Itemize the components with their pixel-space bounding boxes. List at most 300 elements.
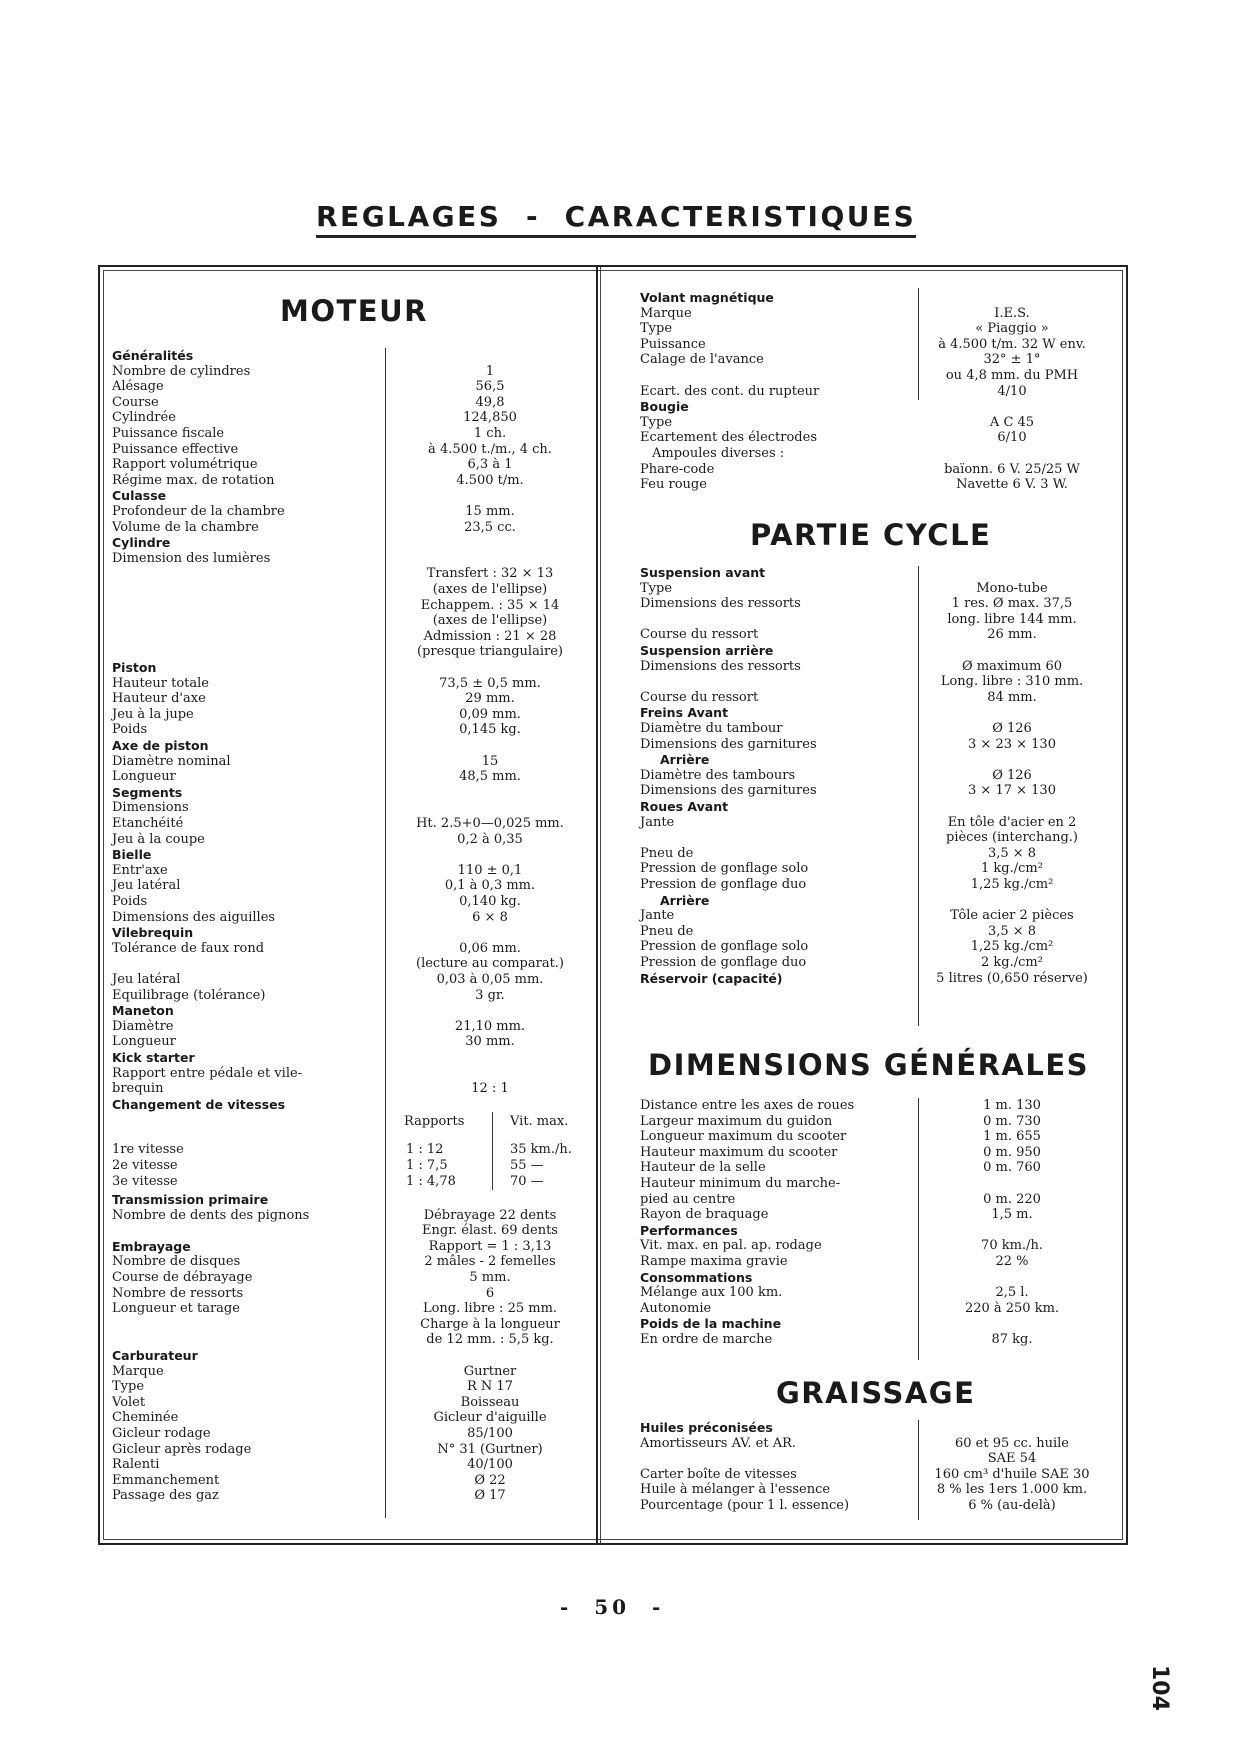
spec-label: Course (112, 394, 159, 410)
spec-label: Emmanchement (112, 1472, 220, 1488)
spec-label: brequin (112, 1081, 164, 1097)
spec-value: Navette 6 V. 3 W. (956, 477, 1068, 493)
spec-value: 5 litres (0,650 réserve) (936, 970, 1088, 986)
spec-row (640, 846, 1120, 862)
spec-row (640, 1098, 1120, 1114)
spec-value: Admission : 21 × 28 (423, 628, 557, 644)
spec-label: Ecart. des cont. du rupteur (640, 383, 820, 399)
spec-value: Gicleur d'aiguille (433, 1410, 547, 1426)
spec-value: Ø 126 (992, 767, 1032, 783)
group-heading-row (640, 799, 1120, 815)
spec-row (112, 520, 592, 536)
spec-row (112, 551, 592, 567)
spec-value: 0,03 à 0,05 mm. (436, 972, 544, 987)
spec-label: Distance entre les axes de roues (640, 1098, 855, 1113)
spec-row (112, 442, 592, 458)
spec-value: N° 31 (Gurtner) (437, 1441, 543, 1457)
spec-row (640, 627, 1120, 643)
spec-label: Hauteur totale (112, 675, 209, 691)
spec-value: 0 m. 730 (983, 1113, 1041, 1129)
spec-value: 3 gr. (475, 987, 505, 1003)
spec-value: Engr. élast. 69 dents (422, 1223, 558, 1239)
spec-value: ou 4,8 mm. du PMH (945, 368, 1079, 383)
group-heading-row (640, 705, 1120, 721)
spec-value: 3,5 × 8 (987, 923, 1037, 939)
group-label: Maneton (112, 1003, 174, 1019)
spec-row (640, 612, 1120, 628)
spec-value: Ø 126 (992, 721, 1032, 736)
spec-label: Réservoir (capacité) (640, 970, 783, 986)
spec-label: Longueur (112, 769, 176, 785)
spec-label: Gicleur rodage (112, 1426, 211, 1441)
spec-value: pièces (interchang.) (946, 830, 1078, 846)
spec-row (112, 1081, 592, 1097)
spec-value: 160 cm³ d'huile SAE 30 (934, 1466, 1090, 1482)
spec-value: 12 : 1 (471, 1081, 509, 1097)
spec-label: Passage des gaz (112, 1488, 219, 1504)
spec-value: A C 45 (989, 414, 1035, 430)
spec-label: Jeu latéral (112, 972, 181, 987)
spec-value: 6/10 (997, 430, 1027, 446)
spec-value: long. libre 144 mm. (947, 611, 1077, 627)
spec-label: Rampe maxima gravie (640, 1254, 788, 1269)
spec-value: 48,5 mm. (459, 769, 521, 785)
spec-value: 0,06 mm. (459, 940, 521, 956)
group-heading-row (112, 488, 592, 504)
spec-value: 3 × 23 × 130 (968, 736, 1056, 752)
spec-value: En tôle d'acier en 2 (947, 814, 1077, 830)
spec-label: Nombre de cylindres (112, 363, 251, 379)
gear-row (112, 1142, 592, 1158)
group-label: Piston (112, 660, 157, 675)
spec-label: Volet (112, 1394, 146, 1410)
spec-value: 1,5 m. (991, 1207, 1033, 1223)
spec-value: 0,145 kg. (459, 722, 521, 738)
spec-value: 1 m. 130 (983, 1098, 1041, 1113)
spec-row (640, 1301, 1120, 1317)
spec-row (640, 1436, 1120, 1452)
spec-label: Pneu de (640, 845, 694, 861)
spec-row (112, 1034, 592, 1050)
group-label: Bougie (640, 399, 689, 415)
spec-label: Calage de l'avance (640, 352, 764, 368)
group-heading-row (112, 847, 592, 863)
spec-value: 6 × 8 (472, 909, 508, 925)
spec-label: Entr'axe (112, 862, 168, 878)
spec-value: 15 (481, 753, 499, 769)
spec-row (112, 1208, 592, 1224)
group-label: Culasse (112, 488, 167, 504)
spec-row (640, 1176, 1120, 1192)
spec-value: 1 kg./cm² (981, 861, 1043, 877)
group-heading-row (640, 643, 1120, 659)
spec-value: Transfert : 32 × 13 (426, 566, 554, 582)
spec-row (112, 644, 592, 660)
spec-value: 85/100 (467, 1426, 513, 1441)
spec-value: 4/10 (997, 383, 1027, 399)
spec-row (112, 426, 592, 442)
spec-row (112, 894, 592, 910)
spec-label: Puissance (640, 336, 706, 352)
spec-row (640, 1238, 1120, 1254)
spec-label: Pression de gonflage solo (640, 939, 809, 955)
group-heading-row (112, 535, 592, 551)
spec-value: R N 17 (467, 1379, 513, 1395)
spec-value: SAE 54 (987, 1451, 1037, 1467)
spec-label: Type (640, 580, 673, 596)
spec-row (112, 473, 592, 489)
spec-label: Longueur et tarage (112, 1301, 240, 1317)
group-label: Carburateur (112, 1348, 198, 1363)
spec-value: 0,09 mm. (459, 706, 521, 722)
spec-value: Ht. 2.5+0—0,025 mm. (416, 816, 564, 831)
spec-row (112, 1395, 592, 1411)
spec-label: Ralenti (112, 1457, 160, 1473)
spec-value: 21,10 mm. (454, 1018, 526, 1034)
spec-label: Mélange aux 100 km. (640, 1285, 783, 1301)
group-heading-row (640, 752, 1120, 768)
group-heading-row (112, 1097, 592, 1113)
spec-label: Pression de gonflage solo (640, 861, 809, 877)
spec-label: Pression de gonflage duo (640, 877, 807, 892)
spec-value: de 12 mm. : 5,5 kg. (426, 1332, 554, 1348)
spec-value: 220 à 250 km. (964, 1300, 1060, 1316)
spec-label: Huile à mélanger à l'essence (640, 1482, 831, 1498)
spec-row (112, 832, 592, 848)
spec-row (640, 1254, 1120, 1270)
spec-label: Puissance effective (112, 441, 239, 457)
group-label: Arrière (660, 892, 710, 908)
spec-row (640, 737, 1120, 753)
spec-value: (axes de l'ellipse) (432, 613, 548, 629)
group-label: Changement de vitesses (112, 1096, 286, 1112)
spec-row (112, 1379, 592, 1395)
spec-row (640, 1285, 1120, 1301)
spec-value: 15 mm. (465, 504, 515, 519)
spec-row (112, 1410, 592, 1426)
group-label: Poids de la machine (640, 1316, 782, 1332)
spec-row (640, 306, 1120, 322)
spec-value: 40/100 (467, 1457, 513, 1473)
spec-label: Course du ressort (640, 689, 759, 705)
spec-value: 1 m. 655 (983, 1129, 1041, 1145)
group-label: Cylindre (112, 535, 171, 551)
group-label: Consommations (640, 1269, 753, 1285)
group-label: Vilebrequin (112, 925, 194, 941)
spec-row (112, 956, 592, 972)
spec-row (112, 910, 592, 926)
spec-label: Largeur maximum du guidon (640, 1113, 833, 1129)
spec-value: 22 % (995, 1254, 1029, 1269)
spec-row (112, 1223, 592, 1239)
spec-value: 2 mâles - 2 femelles (424, 1254, 556, 1270)
spec-row (112, 1473, 592, 1489)
group-label: Suspension avant (640, 565, 766, 580)
spec-value: 6,3 à 1 (467, 457, 513, 473)
moteur-heading: MOTEUR (280, 294, 428, 328)
spec-row (112, 1301, 592, 1317)
spec-row (112, 941, 592, 957)
spec-label: Equilibrage (tolérance) (112, 987, 266, 1003)
spec-row (112, 613, 592, 629)
spec-label: Volume de la chambre (112, 519, 259, 535)
spec-row (112, 988, 592, 1004)
spec-value: 0 m. 760 (983, 1160, 1041, 1176)
spec-label: Alésage (112, 379, 164, 395)
spec-label: Régime max. de rotation (112, 472, 275, 488)
spec-label: Rapport entre pédale et vile- (112, 1065, 303, 1081)
group-heading-row (112, 738, 592, 754)
spec-row (112, 1426, 592, 1442)
dimensions-heading: DIMENSIONS GÉNÉRALES (648, 1048, 1090, 1082)
group-heading-row (640, 1316, 1120, 1332)
spec-label: Puissance fiscale (112, 426, 225, 441)
spec-row (640, 477, 1120, 493)
spec-label: Longueur maximum du scooter (640, 1129, 847, 1145)
spec-value: 0,140 kg. (459, 894, 521, 909)
spec-row (112, 364, 592, 380)
spec-value: 1 res. Ø max. 37,5 (951, 596, 1073, 612)
group-heading-row (640, 893, 1120, 909)
spec-label: Rayon de braquage (640, 1207, 769, 1223)
spec-value: 2 kg./cm² (981, 955, 1043, 970)
spec-value: 8 % les 1ers 1.000 km. (936, 1482, 1088, 1498)
group-label: Embrayage (112, 1238, 191, 1254)
gear-label: 1re vitesse (112, 1142, 184, 1158)
spec-row (640, 721, 1120, 737)
spec-row (640, 321, 1120, 337)
spec-row (640, 939, 1120, 955)
spec-value: 73,5 ± 0,5 mm. (439, 675, 541, 691)
spec-value: 1,25 kg./cm² (970, 939, 1054, 955)
group-label: Huiles préconisées (640, 1420, 773, 1435)
spec-row (112, 676, 592, 692)
spec-label: Dimensions (112, 800, 189, 816)
spec-row (112, 410, 592, 426)
spec-label: Pneu de (640, 923, 694, 939)
partie-cycle-heading: PARTIE CYCLE (750, 518, 992, 552)
spec-row (640, 596, 1120, 612)
spec-row (112, 1457, 592, 1473)
spec-label: Cheminée (112, 1410, 179, 1426)
spec-value: Ø maximum 60 (961, 658, 1063, 674)
spec-value: 2,5 l. (995, 1285, 1029, 1301)
spec-row (640, 1207, 1120, 1223)
spec-label: Profondeur de la chambre (112, 504, 285, 519)
spec-label: Type (640, 321, 673, 337)
spec-label: Tolérance de faux rond (112, 940, 265, 956)
spec-label: Etanchéité (112, 816, 184, 831)
spec-label: Cylindrée (112, 410, 176, 426)
group-label: Bielle (112, 847, 152, 863)
spec-value: 5 mm. (469, 1270, 511, 1285)
spec-label: Jeu latéral (112, 878, 181, 894)
spec-label: Type (640, 414, 673, 430)
spec-row (640, 446, 1120, 462)
spec-value: 56,5 (475, 379, 505, 395)
spec-row (640, 1145, 1120, 1161)
spec-value: baïonn. 6 V. 25/25 W (944, 461, 1080, 477)
spec-row (112, 598, 592, 614)
spec-label: Diamètre du tambour (640, 721, 783, 736)
page-title: REGLAGES - CARACTERISTIQUES (316, 200, 916, 238)
spec-row (640, 1129, 1120, 1145)
spec-value: 87 kg. (991, 1332, 1033, 1347)
group-heading-row (112, 1050, 592, 1066)
spec-label: Ecartement des électrodes (640, 430, 817, 446)
spec-value: Long. libre : 310 mm. (940, 674, 1084, 690)
spec-row (640, 337, 1120, 353)
spec-row (112, 566, 592, 582)
gear-ratio: 1 : 12 (406, 1142, 444, 1158)
spec-row (112, 1364, 592, 1380)
spec-row (112, 457, 592, 473)
group-heading-row (112, 660, 592, 676)
spec-row (112, 1317, 592, 1333)
group-heading-row (640, 1420, 1120, 1436)
group-label: Transmission primaire (112, 1192, 269, 1207)
group-heading-row (640, 399, 1120, 415)
group-label: Arrière (660, 752, 710, 768)
spec-value: Rapport = 1 : 3,13 (428, 1238, 552, 1254)
spec-row (640, 462, 1120, 478)
spec-value: 23,5 cc. (464, 519, 516, 535)
spec-row (112, 1270, 592, 1286)
spec-label: Hauteur de la selle (640, 1160, 766, 1176)
spec-value: 124,850 (463, 410, 517, 426)
spec-row (640, 971, 1120, 987)
spec-value: 0 m. 950 (983, 1144, 1041, 1160)
spec-label: Rapport volumétrique (112, 457, 258, 473)
spec-row (640, 768, 1120, 784)
spec-value: Ø 22 (474, 1472, 506, 1488)
gear-speed: 35 km./h. (510, 1142, 572, 1158)
spec-row (112, 629, 592, 645)
spec-label: Diamètre des tambours (640, 767, 796, 783)
spec-row (112, 754, 592, 770)
spec-label: Course de débrayage (112, 1270, 253, 1285)
spec-value: 49,8 (475, 394, 505, 410)
spec-value: 26 mm. (987, 627, 1037, 643)
spec-label: Marque (640, 305, 692, 321)
spec-value: 0,2 à 0,35 (457, 831, 523, 847)
graissage-heading: GRAISSAGE (776, 1376, 976, 1410)
spec-row (112, 1019, 592, 1035)
gear-ratio: 1 : 4,78 (406, 1173, 456, 1189)
spec-label: Dimensions des aiguilles (112, 909, 276, 925)
spec-label: Dimension des lumières (112, 550, 271, 566)
spec-value: 1 (485, 363, 495, 379)
spec-row (640, 1498, 1120, 1514)
spec-value: 32° ± 1° (983, 352, 1041, 368)
spec-value: 6 % (au-delà) (968, 1498, 1056, 1513)
group-label: Généralités (112, 348, 194, 363)
spec-row (640, 1467, 1120, 1483)
spec-row (640, 1482, 1120, 1498)
spec-row (640, 815, 1120, 831)
spec-value: 84 mm. (987, 689, 1037, 705)
spec-row (640, 1160, 1120, 1176)
spec-value: Echappem. : 35 × 14 (420, 597, 560, 613)
spec-value: (lecture au comparat.) (416, 956, 564, 972)
group-heading-row (640, 290, 1120, 306)
spec-row (112, 691, 592, 707)
spec-value: 1,25 kg./cm² (970, 877, 1054, 892)
spec-row (640, 830, 1120, 846)
spec-value: « Piaggio » (975, 321, 1049, 337)
spec-value: 6 (485, 1285, 495, 1301)
spec-value: 110 ± 0,1 (457, 862, 523, 878)
spec-row (112, 504, 592, 520)
spec-label: Dimensions des garnitures (640, 736, 817, 752)
group-label: Axe de piston (112, 738, 209, 753)
spec-label: Hauteur maximum du scooter (640, 1144, 838, 1160)
spec-label: Dimensions des garnitures (640, 783, 817, 799)
spec-row (640, 955, 1120, 971)
spec-label: Longueur (112, 1034, 176, 1050)
spec-row (640, 1451, 1120, 1467)
spec-value: 4.500 t/m. (456, 472, 524, 488)
spec-value: Boisseau (460, 1394, 520, 1410)
spec-value: à 4.500 t/m. 32 W env. (938, 336, 1086, 352)
spec-label: Jante (640, 814, 675, 830)
gear-row (112, 1158, 592, 1174)
group-heading-row (640, 1223, 1120, 1239)
spec-value: Gurtner (463, 1363, 517, 1379)
spec-label: Dimensions des ressorts (640, 596, 801, 612)
group-label: Suspension arrière (640, 643, 774, 658)
spec-row (112, 582, 592, 598)
group-label: Freins Avant (640, 705, 729, 721)
gear-ratio-header: Rapports (404, 1114, 465, 1130)
spec-row (112, 878, 592, 894)
group-label: Kick starter (112, 1050, 195, 1065)
spec-row (112, 1442, 592, 1458)
spec-value: 0,1 à 0,3 mm. (444, 878, 536, 894)
spec-row (640, 674, 1120, 690)
spec-label: Marque (112, 1363, 164, 1379)
gear-row (112, 1174, 592, 1190)
spec-row (640, 877, 1120, 893)
spec-label: Pourcentage (pour 1 l. essence) (640, 1498, 850, 1513)
spec-value: 0 m. 220 (983, 1191, 1041, 1207)
spec-label: Feu rouge (640, 477, 707, 493)
spec-row (640, 861, 1120, 877)
spec-row (640, 415, 1120, 431)
spec-label: Ampoules diverses : (652, 446, 785, 461)
spec-value: 70 km./h. (981, 1238, 1043, 1254)
group-heading-row (112, 348, 592, 364)
group-heading-row (112, 1003, 592, 1019)
spec-row (112, 395, 592, 411)
spec-label: pied au centre (640, 1191, 736, 1207)
spec-row (112, 1066, 592, 1082)
gear-ratio: 1 : 7,5 (406, 1158, 448, 1173)
spec-value: Ø 17 (474, 1488, 506, 1504)
spec-label: Diamètre nominal (112, 753, 231, 769)
spec-label: Amortisseurs AV. et AR. (640, 1435, 797, 1451)
spec-row (640, 368, 1120, 384)
spec-label: Jeu à la jupe (112, 706, 194, 722)
spec-value: Débrayage 22 dents (423, 1207, 557, 1223)
spec-label: Jante (640, 908, 675, 924)
spec-label: Pression de gonflage duo (640, 955, 807, 970)
spec-row (640, 924, 1120, 940)
spec-row (640, 1114, 1120, 1130)
spec-value: 1 ch. (473, 426, 507, 441)
page-number: - 50 - (560, 1595, 665, 1619)
group-heading-row (112, 1239, 592, 1255)
